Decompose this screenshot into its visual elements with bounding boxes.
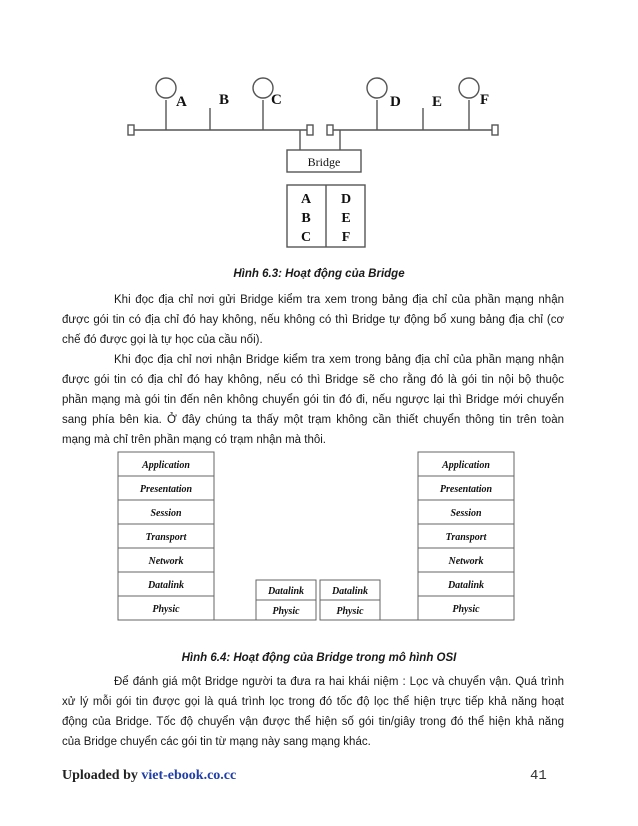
text-line: sang phía bên kia. Ở đây chúng ta thấy một trạm không cần thiết chuyển thông tin trên toàn	[62, 414, 564, 426]
bridge-layer-label: Datalink	[331, 586, 369, 597]
table-cell: D	[340, 192, 352, 207]
osi-layer-label: Datalink	[147, 580, 185, 591]
bridge-layer-label: Datalink	[267, 586, 305, 597]
table-cell: A	[300, 192, 312, 207]
text-line: động của Bridge. Tốc độ chuyển vận được thể hiện số gói tin/giây trong đó thể hiện khả năng	[62, 716, 564, 728]
text-line: được gói tin có địa chỉ đó hay không, nếu không có thì Bridge tự động bổ xung bảng địa chỉ (cơ	[62, 314, 564, 326]
text-line: phần mạng mà gói tin đến nên không chuyển gói tin đó đi, nếu ngược lại thì Bridge mới chuyển	[62, 394, 564, 406]
bridge-box-label: Bridge	[307, 155, 341, 169]
osi-layer-label: Transport	[445, 532, 487, 543]
osi-layer-label: Network	[448, 556, 484, 567]
text-line: được gói tin có địa chỉ đó hay không, nếu có thì Bridge sẽ cho rằng đó là gói tin nội bộ thuộc	[62, 374, 564, 386]
table-cell: B	[301, 211, 311, 226]
figure-caption-6-3: Hình 6.3: Hoạt động của Bridge	[233, 268, 405, 280]
bridge-layer-label: Physic	[272, 606, 300, 617]
text-line: Khi đọc địa chỉ nơi nhận Bridge kiểm tra xem trong bảng địa chỉ của phần mạng nhận	[114, 354, 564, 366]
osi-layer-label: Session	[150, 508, 182, 519]
osi-layer-label: Presentation	[439, 484, 493, 495]
osi-layer-label: Presentation	[139, 484, 193, 495]
osi-layer-label: Physic	[152, 604, 180, 615]
paragraph-forwarding	[62, 350, 564, 450]
figure-caption-6-4: Hình 6.4: Hoạt động của Bridge trong mô hình OSI	[181, 652, 457, 664]
uploaded-by-credit	[62, 768, 236, 784]
osi-layer-label: Session	[450, 508, 482, 519]
table-cell: C	[300, 230, 312, 245]
station-label-c: C	[271, 92, 282, 108]
bridge-layer-label: Physic	[336, 606, 364, 617]
paragraph-evaluation	[62, 672, 564, 752]
osi-layer-label: Network	[148, 556, 184, 567]
uploaded-by-prefix: Uploaded by	[62, 768, 142, 783]
text-line: chế đó được gọi là tự học của cầu nối).	[62, 334, 263, 346]
text-line: Để đánh giá một Bridge người ta đưa ra hai khái niệm : Lọc và chuyển vận. Quá trình	[114, 676, 564, 688]
station-label-f: F	[480, 92, 490, 108]
table-cell: E	[341, 211, 351, 226]
station-label-a: A	[176, 94, 187, 110]
osi-layer-label: Application	[442, 460, 490, 471]
osi-bridge-figure	[0, 448, 638, 638]
text-line: mạng mà chỉ trên phần mạng có trạm nhận mà thôi.	[62, 434, 327, 446]
osi-layer-label: Application	[142, 460, 190, 471]
text-line: xử lý mỗi gói tin được gọi là quá trình lọc trong đó tốc độ lọc thể hiện trực tiếp khả năng hoạt	[62, 696, 564, 708]
station-label-d: D	[390, 94, 401, 110]
paragraph-self-learning	[62, 290, 564, 350]
site-link[interactable]: viet-ebook.co.cc	[141, 768, 237, 783]
table-cell: F	[341, 230, 351, 245]
osi-layer-label: Datalink	[447, 580, 485, 591]
station-label-e: E	[432, 94, 443, 110]
text-line: của Bridge chuyển các gói tin từ mạng này sang mạng khác.	[62, 736, 371, 748]
osi-layer-label: Transport	[145, 532, 187, 543]
text-line: Khi đọc địa chỉ nơi gửi Bridge kiểm tra xem trong bảng địa chỉ của phần mạng nhận	[114, 294, 564, 306]
osi-layer-label: Physic	[452, 604, 480, 615]
station-label-b: B	[219, 92, 230, 108]
page-number: 41	[530, 768, 547, 784]
bridge-network-figure	[0, 0, 638, 260]
